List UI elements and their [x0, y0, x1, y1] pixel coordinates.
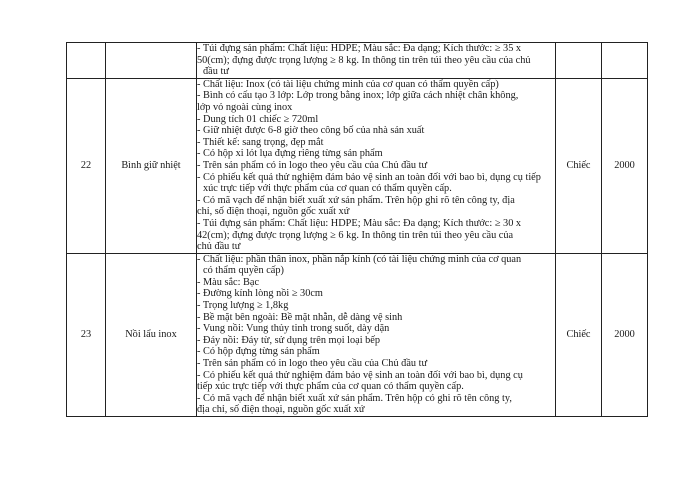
spec-line: - Có mã vạch để nhận biết xuất xứ sản phẩm. Trên hộp có ghi rõ tên công ty, — [197, 392, 512, 404]
spec-line: 42(cm); đựng được trọng lượng ≥ 6 kg. In thông tin trên túi theo yêu cầu của — [197, 229, 514, 241]
spec-line: - Có phiếu kết quả thử nghiệm đảm bảo vệ sinh an toàn đối với bao bì, dụng cụ tiếp — [197, 171, 541, 183]
product-name-cell — [106, 43, 197, 79]
spec-line: - Đáy nồi: Đáy từ, sử dụng trên mọi loại bếp — [197, 334, 381, 346]
specification-cell — [197, 43, 556, 79]
quantity-cell — [602, 43, 648, 79]
product-spec-table — [66, 42, 648, 417]
spec-line: - Trên sản phẩm có in logo theo yêu cầu của Chủ đầu tư — [197, 159, 428, 171]
spec-line: lớp vỏ ngoài cùng inox — [197, 101, 293, 113]
spec-line: - Túi đựng sản phẩm: Chất liệu: HDPE; Màu sắc: Đa dạng; Kích thước: ≥ 30 x — [197, 217, 522, 229]
spec-line: - Có phiếu kết quả thử nghiệm đảm bảo vệ sinh an toàn đối với bao bì, dụng cụ — [197, 369, 523, 381]
row-number-cell: 22 — [67, 78, 106, 253]
spec-line: - Đường kính lòng nồi ≥ 30cm — [197, 288, 323, 300]
spec-line: - Có mã vạch để nhận biết xuất xứ sản phẩm. Trên hộp ghi rõ tên công ty, địa — [197, 194, 515, 206]
quantity-cell: 2000 — [602, 78, 648, 253]
spec-line: - Chất liệu: Inox (có tài liệu chứng minh của cơ quan có thẩm quyền cấp) — [197, 78, 499, 90]
spec-line: - Chất liệu: phần thân inox, phần nắp kính (có tài liệu chứng minh của cơ quan — [197, 253, 522, 265]
unit-cell: Chiếc — [556, 78, 602, 253]
spec-line: tiếp xúc trực tiếp với thực phẩm của cơ quan có thẩm quyền cấp. — [197, 381, 464, 393]
quantity-cell: 2000 — [602, 253, 648, 416]
spec-line: chỉ, số điện thoại, nguồn gốc xuất xứ — [197, 206, 350, 218]
spec-line: - Bình có cấu tạo 3 lớp: Lớp trong bằng inox; lớp giữa cách nhiệt chân không, — [197, 90, 519, 102]
spec-line: 50(cm); đựng được trọng lượng ≥ 8 kg. In thông tin trên túi theo yêu cầu của chủ — [197, 54, 531, 66]
spec-line: đầu tư — [203, 66, 229, 78]
spec-line: - Túi đựng sản phẩm: Chất liệu: HDPE; Màu sắc: Đa dạng; Kích thước: ≥ 35 x — [197, 43, 522, 54]
unit-cell: Chiếc — [556, 253, 602, 416]
specification-cell — [197, 78, 556, 253]
unit-cell — [556, 43, 602, 79]
product-name-cell: Nồi lẩu inox — [106, 253, 197, 416]
spec-line: - Trên sản phẩm có in logo theo yêu cầu của Chủ đầu tư — [197, 358, 428, 370]
spec-line: - Giữ nhiệt được 6-8 giờ theo công bố của nhà sản xuất — [197, 125, 425, 137]
spec-line: - Bề mặt bên ngoài: Bề mặt nhẵn, dễ dàng vệ sinh — [197, 311, 403, 323]
spec-line: chủ đầu tư — [197, 241, 241, 253]
spec-line: xúc trực tiếp với thực phẩm của cơ quan có thẩm quyền cấp. — [203, 183, 452, 195]
table-row — [67, 253, 648, 416]
row-number-cell: 23 — [67, 253, 106, 416]
specification-cell — [197, 253, 556, 416]
spec-line: - Vung nồi: Vung thủy tinh trong suốt, dày dặn — [197, 323, 390, 335]
table-row — [67, 78, 648, 253]
spec-line: - Trọng lượng ≥ 1,8kg — [197, 300, 289, 312]
spec-line: địa chỉ, số điện thoại, nguồn gốc xuất xứ — [197, 404, 365, 416]
spec-line: - Có hộp đựng từng sản phẩm — [197, 346, 320, 358]
spec-line: - Dung tích 01 chiếc ≥ 720ml — [197, 113, 319, 125]
row-number-cell — [67, 43, 106, 79]
spec-line: - Thiết kế: sang trọng, đẹp mắt — [197, 136, 324, 148]
spec-line: - Có hộp xi lót lụa đựng riêng từng sản phẩm — [197, 148, 383, 160]
product-name-cell: Bình giữ nhiệt — [106, 78, 197, 253]
spec-line: có thẩm quyền cấp) — [203, 265, 284, 277]
table-row — [67, 43, 648, 79]
spec-line: - Màu sắc: Bạc — [197, 276, 260, 288]
